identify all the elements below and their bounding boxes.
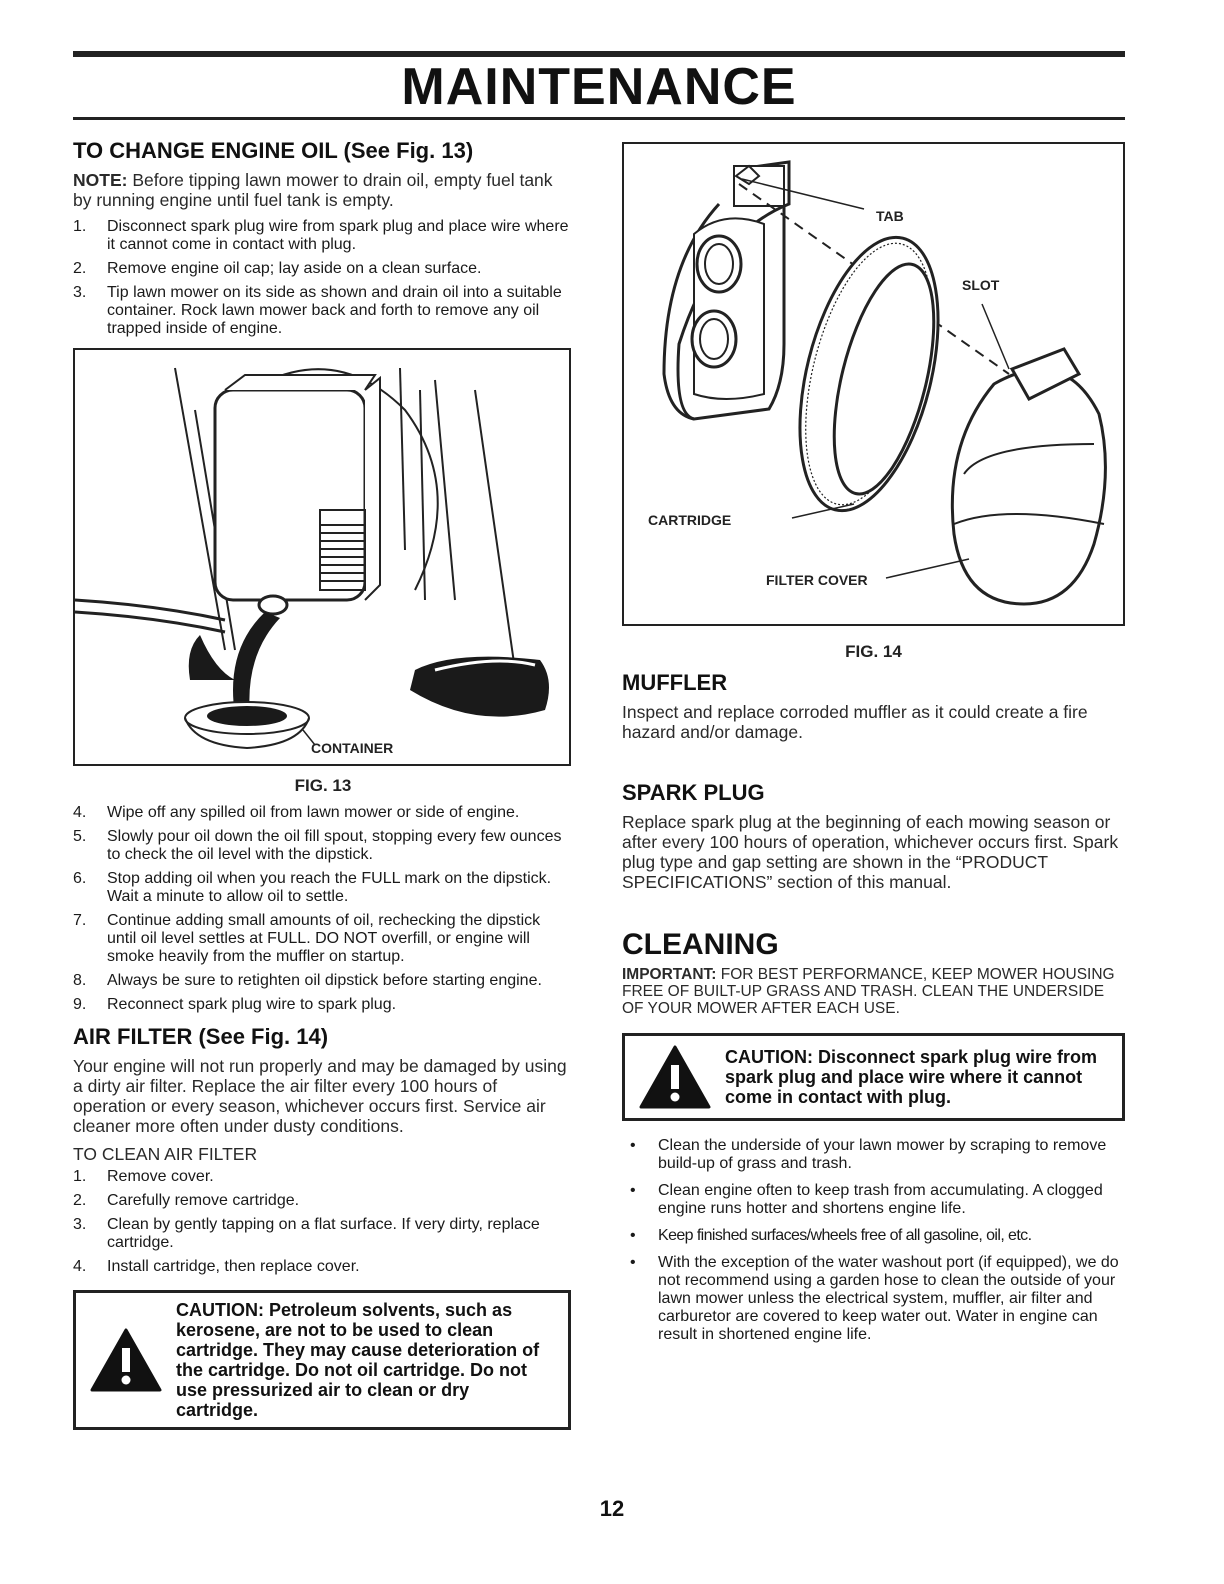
fig14-caption: FIG. 14 xyxy=(845,642,902,661)
page-number: 12 xyxy=(599,1496,625,1521)
step-number: 4. xyxy=(73,1258,87,1275)
air-filter-steps xyxy=(73,1168,573,1276)
air-filter-drawing xyxy=(624,144,1123,624)
oil-note xyxy=(73,170,573,210)
oil-note-text: Before tipping lawn mower to drain oil, empty fuel tank by running engine until fuel tank is empty. xyxy=(73,170,553,210)
step-text: Remove cover. xyxy=(107,1168,214,1185)
oil-steps-a xyxy=(73,218,573,338)
list-item xyxy=(73,1258,573,1276)
warning-icon xyxy=(625,1045,725,1109)
bullet-text: Clean engine often to keep trash from accumulating. A clogged engine runs hotter and shortens engine life. xyxy=(658,1182,1103,1217)
spark-plug-heading: SPARK PLUG xyxy=(622,780,765,805)
slot-label: SLOT xyxy=(962,277,1000,293)
oil-heading: TO CHANGE ENGINE OIL (See Fig. 13) xyxy=(73,138,474,163)
list-item xyxy=(73,1168,573,1186)
list-item xyxy=(73,218,573,254)
air-filter-caution-box xyxy=(73,1290,571,1430)
air-filter-intro: Your engine will not run properly and may be damaged by using a dirty air filter. Replace the air filter every 100 hours of operation or every season, whichever occurs first. Service air cleaner more often under dusty conditions. xyxy=(73,1056,567,1136)
step-number: 1. xyxy=(73,218,87,235)
list-item xyxy=(73,260,573,278)
oil-steps-b xyxy=(73,804,573,1014)
bullet-icon: • xyxy=(630,1227,636,1244)
list-item xyxy=(73,828,573,864)
step-number: 6. xyxy=(73,870,87,887)
step-number: 9. xyxy=(73,996,87,1013)
bullet-text: With the exception of the water washout port (if equipped), we do not recommend using a garden hose to clean the outside of your lawn mower unless the electrical system, muffler, air filter and carburetor are covered to keep water out. Water in engine can result in shortened engine life. xyxy=(658,1254,1119,1343)
bullet-icon: • xyxy=(630,1137,636,1154)
air-filter-caution-text: CAUTION: Petroleum solvents, such as kerosene, are not to be used to clean cartridge. They may cause deterioration of the cartridge. Do not oil cartridge. Do not use pressurized air to clean or dry cartridge. xyxy=(176,1300,540,1420)
important-label: IMPORTANT: xyxy=(622,966,717,983)
step-text: Wipe off any spilled oil from lawn mower or side of engine. xyxy=(107,804,520,821)
step-number: 8. xyxy=(73,972,87,989)
container-label: CONTAINER xyxy=(311,740,394,756)
tab-label: TAB xyxy=(876,208,904,224)
step-text: Reconnect spark plug wire to spark plug. xyxy=(107,996,397,1013)
step-text: Disconnect spark plug wire from spark plug and place wire where it cannot come in contact with plug. xyxy=(107,218,569,253)
page-title: MAINTENANCE xyxy=(401,58,797,116)
important-text: FOR BEST PERFORMANCE, KEEP MOWER HOUSING FREE OF BUILT-UP GRASS AND TRASH. CLEAN THE UNDERSIDE OF YOUR MOWER AFTER EACH USE. xyxy=(622,966,1115,1017)
step-text: Clean by gently tapping on a flat surface. If very dirty, replace cartridge. xyxy=(107,1216,540,1251)
oil-drain-drawing xyxy=(75,350,569,764)
left-column xyxy=(73,132,573,1430)
air-filter-subheading: TO CLEAN AIR FILTER xyxy=(73,1144,258,1164)
right-column xyxy=(622,132,1125,1353)
list-item xyxy=(73,804,573,822)
header-rule-top xyxy=(73,51,1125,57)
filter-cover-label: FILTER COVER xyxy=(766,572,868,588)
list-item xyxy=(622,1137,1125,1173)
step-text: Tip lawn mower on its side as shown and drain oil into a suitable container. Rock lawn mower back and forth to remove any oil trapped inside of engine. xyxy=(107,284,562,337)
list-item xyxy=(73,996,573,1014)
cartridge-label: CARTRIDGE xyxy=(648,512,732,528)
cleaning-caution-box xyxy=(622,1033,1125,1121)
step-text: Slowly pour oil down the oil fill spout, stopping every few ounces to check the oil level with the dipstick. xyxy=(107,828,562,863)
step-number: 3. xyxy=(73,1216,87,1233)
step-number: 2. xyxy=(73,1192,87,1209)
list-item xyxy=(73,1216,573,1252)
fig13-caption: FIG. 13 xyxy=(294,776,352,795)
step-number: 1. xyxy=(73,1168,87,1185)
bullet-icon: • xyxy=(630,1182,636,1199)
step-text: Carefully remove cartridge. xyxy=(107,1192,300,1209)
list-item xyxy=(73,972,573,990)
list-item xyxy=(73,284,573,338)
step-text: Install cartridge, then replace cover. xyxy=(107,1258,360,1275)
list-item xyxy=(622,1254,1125,1344)
cleaning-important xyxy=(622,966,1125,1017)
warning-icon xyxy=(76,1328,176,1392)
cleaning-caution-text: CAUTION: Disconnect spark plug wire from spark plug and place wire where it cannot come in contact with plug. xyxy=(725,1047,1098,1107)
step-text: Always be sure to retighten oil dipstick before starting engine. xyxy=(107,972,542,989)
list-item xyxy=(622,1182,1125,1218)
muffler-heading: MUFFLER xyxy=(622,670,728,695)
step-number: 4. xyxy=(73,804,87,821)
cleaning-bullets xyxy=(622,1137,1125,1344)
list-item xyxy=(73,1192,573,1210)
step-text: Remove engine oil cap; lay aside on a clean surface. xyxy=(107,260,482,277)
cleaning-heading: CLEANING xyxy=(622,928,779,961)
fig14-illustration xyxy=(622,142,1125,626)
step-text: Continue adding small amounts of oil, rechecking the dipstick until oil level settles at FULL. DO NOT overfill, or engine will smoke heavily from the muffler on startup. xyxy=(107,912,541,965)
bullet-icon: • xyxy=(630,1254,636,1271)
step-text: Stop adding oil when you reach the FULL mark on the dipstick. Wait a minute to allow oil to settle. xyxy=(107,870,552,905)
oil-note-label: NOTE: xyxy=(73,170,128,190)
spark-plug-text: Replace spark plug at the beginning of each mowing season or after every 100 hours of operation, whichever occurs first. Spark plug type and gap setting are shown in the “PRODUCT SPECIFICATIONS” section of this manual. xyxy=(622,812,1119,892)
step-number: 7. xyxy=(73,912,87,929)
list-item xyxy=(73,912,573,966)
air-filter-heading: AIR FILTER (See Fig. 14) xyxy=(73,1024,329,1049)
fig13-illustration xyxy=(73,348,571,766)
list-item xyxy=(622,1227,1125,1245)
step-number: 2. xyxy=(73,260,87,277)
muffler-text: Inspect and replace corroded muffler as it could create a fire hazard and/or damage. xyxy=(622,702,1088,742)
bullet-text: Keep finished surfaces/wheels free of all gasoline, oil, etc. xyxy=(658,1227,1032,1244)
bullet-text: Clean the underside of your lawn mower by scraping to remove build-up of grass and trash. xyxy=(658,1137,1107,1172)
list-item xyxy=(73,870,573,906)
step-number: 5. xyxy=(73,828,87,845)
header-rule-bottom xyxy=(73,117,1125,120)
step-number: 3. xyxy=(73,284,87,301)
